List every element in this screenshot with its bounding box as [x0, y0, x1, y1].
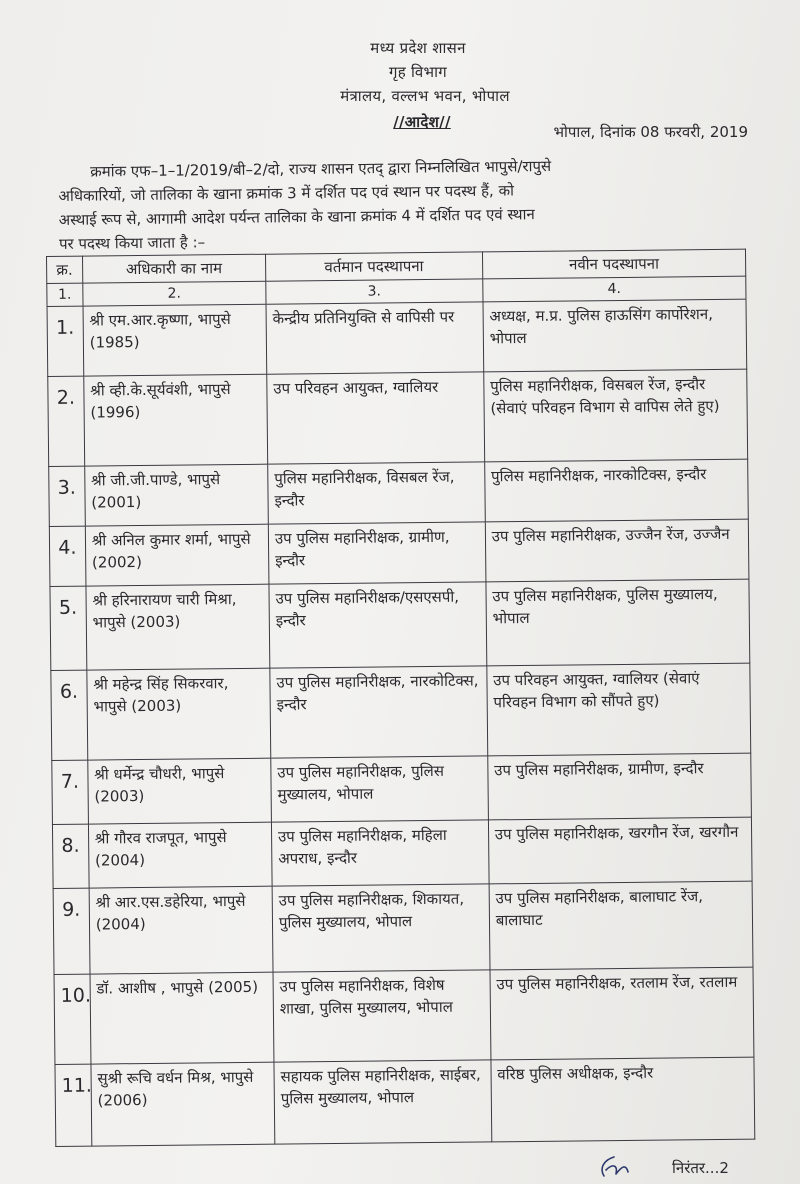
officer-name-cell: सुश्री रूचि वर्धन मिश्र, भापुसे (2006) — [91, 1062, 275, 1146]
govt-name: मध्य प्रदेश शासन — [370, 39, 466, 57]
current-posting-cell: उप पुलिस महानिरीक्षक/एसएसपी, इन्दौर — [269, 582, 487, 668]
serial-cell: 4. — [49, 526, 85, 586]
officer-name-cell: श्री धर्मेन्द्र चौधरी, भापुसे (2003) — [88, 758, 272, 824]
serial-cell: 1. — [47, 306, 84, 376]
posting-table — [46, 249, 755, 1147]
office-address: मंत्रालय, वल्लभ भवन, भोपाल — [340, 87, 510, 105]
current-posting-cell: केन्द्रीय प्रतिनियुक्ति से वापिसी पर — [266, 302, 484, 374]
serial-cell: 9. — [53, 888, 90, 974]
current-posting-cell: उप परिवहन आयुक्त, ग्वालियर — [267, 372, 485, 464]
serial-cell: 8. — [52, 824, 88, 888]
table-row — [51, 663, 751, 760]
officer-name-cell: श्री हरिनारायण चारी मिश्रा, भापुसे (2003) — [86, 584, 270, 670]
department-name: गृह विभाग — [388, 63, 448, 81]
new-posting-cell: अध्यक्ष, म.प्र. पुलिस हाऊसिंग कार्पोरेशन, भोपाल — [483, 299, 747, 372]
new-posting-cell: उप पुलिस महानिरीक्षक, रतलाम रेंज, रतलाम — [490, 967, 754, 1060]
col-number: 3. — [266, 279, 483, 304]
posting-table-wrapper — [46, 249, 755, 1147]
order-body — [58, 151, 759, 256]
officer-name-cell: श्री एम.आर.कृष्णा, भापुसे (1985) — [83, 304, 267, 376]
officer-name-cell: श्री व्ही.के.सूर्यवंशी, भापुसे (1996) — [84, 374, 268, 466]
table-row — [53, 881, 753, 974]
current-posting-cell: उप पुलिस महानिरीक्षक, महिला अपराध, इन्दौर — [271, 820, 489, 886]
table-row — [47, 299, 747, 376]
officer-name-cell: श्री महेन्द्र सिंह सिकरवार, भापुसे (2003) — [87, 668, 271, 760]
current-posting-cell: उप पुलिस महानिरीक्षक, शिकायत, पुलिस मुख्यालय, भोपाल — [272, 884, 490, 972]
new-posting-cell: उप पुलिस महानिरीक्षक, ग्रामीण, इन्दौर — [488, 753, 752, 820]
header-current-posting: वर्तमान पदस्थापना — [265, 252, 482, 281]
new-posting-cell: उप पुलिस महानिरीक्षक, पुलिस मुख्यालय, भोपाल — [486, 579, 750, 666]
serial-cell: 3. — [49, 466, 85, 526]
header-officer-name: अधिकारी का नाम — [82, 254, 265, 283]
officer-name-cell: डॉ. आशीष , भापुसे (2005) — [90, 972, 274, 1064]
officer-name-cell: श्री जी.जी.पाण्डे, भापुसे (2001) — [84, 464, 268, 526]
serial-cell: 10. — [54, 974, 91, 1064]
initials-signature-icon — [594, 1154, 634, 1180]
new-posting-cell: पुलिस महानिरीक्षक, नारकोटिक्स, इन्दौर — [484, 459, 748, 522]
col-number: 2. — [83, 281, 266, 306]
serial-cell: 2. — [48, 376, 85, 466]
serial-cell: 6. — [51, 670, 88, 760]
new-posting-cell: उप पुलिस महानिरीक्षक, बालाघाट रेंज, बालाघाट — [489, 881, 753, 970]
order-title: //आदेश// — [393, 113, 451, 131]
serial-cell: 11. — [55, 1064, 92, 1146]
header-serial: क्र. — [47, 256, 83, 283]
current-posting-cell: उप पुलिस महानिरीक्षक, ग्रामीण, इन्दौर — [268, 522, 485, 584]
table-row — [52, 753, 752, 824]
new-posting-cell: उप पुलिस महानिरीक्षक, खरगौन रेंज, खरगौन — [488, 817, 752, 884]
table-row — [54, 967, 754, 1064]
current-posting-cell: सहायक पुलिस महानिरीक्षक, साईबर, पुलिस मुख्यालय, भोपाल — [274, 1060, 492, 1144]
officer-name-cell: श्री गौरव राजपूत, भापुसे (2004) — [88, 822, 272, 888]
new-posting-cell: उप पुलिस महानिरीक्षक, उज्जैन रेंज, उज्जैन — [485, 519, 749, 582]
serial-cell: 7. — [52, 760, 88, 824]
body-line: अधिकारियों, जो तालिका के खाना क्रमांक 3 में दर्शित पद एवं स्थान पर पदस्थ हैं, को — [58, 181, 515, 205]
header-new-posting: नवीन पदस्थापना — [482, 249, 745, 279]
officer-name-cell: श्री अनिल कुमार शर्मा, भापुसे (2002) — [85, 524, 269, 586]
order-date: भोपाल, दिनांक 08 फरवरी, 2019 — [553, 123, 748, 141]
new-posting-cell: उप परिवहन आयुक्त, ग्वालियर (सेवाएं परिवहन विभाग को सौंपते हुए) — [487, 663, 751, 756]
table-row — [52, 817, 752, 888]
col-number: 1. — [47, 283, 83, 306]
table-row — [55, 1057, 755, 1146]
continued-note: निरंतर...2 — [672, 1159, 729, 1177]
body-line: क्रमांक एफ–1–1/2019/बी–2/दो, राज्य शासन एतद् द्वारा निम्नलिखित भापुसे/रापुसे — [90, 156, 552, 181]
body-line: पर पदस्थ किया जाता है :– — [58, 233, 206, 253]
new-posting-cell: वरिष्ठ पुलिस अधीक्षक, इन्दौर — [491, 1057, 755, 1142]
current-posting-cell: उप पुलिस महानिरीक्षक, पुलिस मुख्यालय, भोपाल — [271, 756, 489, 822]
table-row — [49, 519, 749, 586]
current-posting-cell: उप पुलिस महानिरीक्षक, विशेष शाखा, पुलिस मुख्यालय, भोपाल — [273, 970, 491, 1062]
new-posting-cell: पुलिस महानिरीक्षक, विसबल रेंज, इन्दौर (सेवाएं परिवहन विभाग से वापिस लेते हुए) — [484, 369, 748, 462]
body-line: अस्थाई रूप से, आगामी आदेश पर्यन्त तालिका के खाना क्रमांक 4 में दर्शित पद एवं स्थान — [58, 205, 535, 229]
officer-name-cell: श्री आर.एस.डहेरिया, भापुसे (2004) — [89, 886, 273, 974]
col-number: 4. — [483, 276, 746, 302]
current-posting-cell: पुलिस महानिरीक्षक, विसबल रेंज, इन्दौर — [268, 462, 485, 524]
table-row — [49, 459, 749, 526]
table-row — [50, 579, 750, 670]
serial-cell: 5. — [50, 586, 87, 670]
table-row — [48, 369, 748, 466]
current-posting-cell: उप पुलिस महानिरीक्षक, नारकोटिक्स, इन्दौर — [270, 666, 488, 758]
